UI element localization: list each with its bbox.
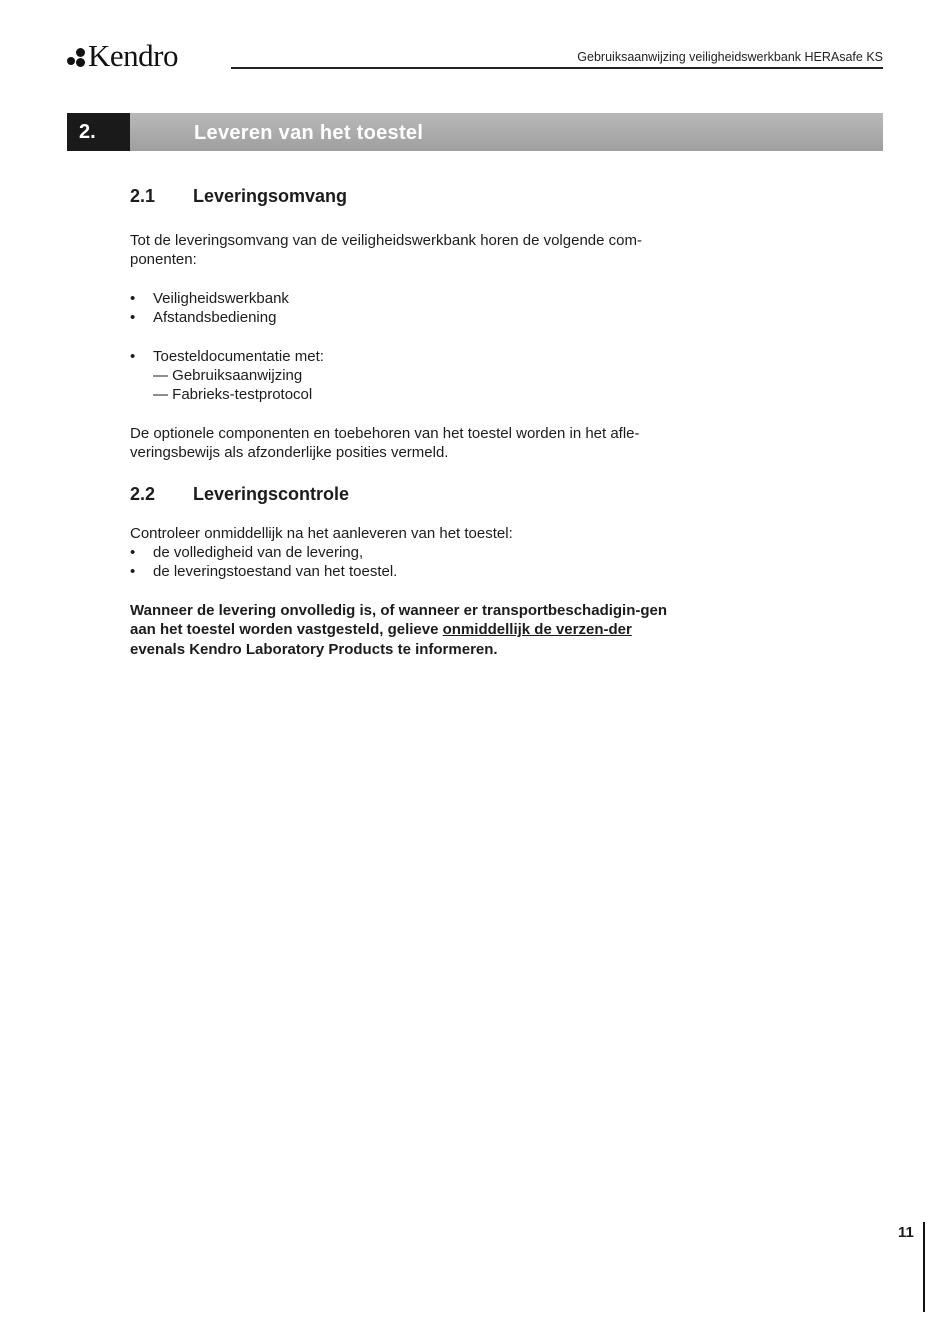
section-title: Leveringsomvang	[193, 186, 348, 206]
chapter-number: 2.	[67, 113, 130, 151]
check-list	[130, 543, 690, 582]
page-content	[130, 186, 690, 659]
section-title: Leveringscontrole	[193, 483, 350, 504]
scope-intro: Tot de leveringsomvang van de veiligheidswerkbank horen de volgende com-ponenten:	[130, 232, 642, 269]
header-divider	[231, 67, 883, 69]
document-title: Gebruiksaanwijzing veiligheidswerkbank HERAsafe KS	[577, 50, 883, 64]
section-number: 2.2	[130, 483, 156, 504]
list-item: • Toesteldocumentatie met:	[130, 347, 690, 366]
logo-dots-icon	[66, 46, 88, 68]
check-intro: Controleer onmiddellijk na het aanleveren van het toestel:	[130, 524, 513, 542]
section-heading-2-2	[130, 484, 690, 505]
page-number: 11	[898, 1224, 914, 1241]
list-item: • de leveringstoestand van het toestel.	[130, 562, 690, 581]
damage-warning	[130, 601, 690, 659]
chapter-banner	[67, 113, 883, 151]
documentation-list	[130, 347, 690, 405]
list-item: • Veiligheidswerkbank	[130, 289, 690, 308]
warning-text: Wanneer de levering onvolledig is, of wanneer er transportbeschadigin-gen aan het toestel worden vastgesteld, gelieve	[130, 601, 668, 639]
section-heading-2-1	[130, 186, 690, 207]
chapter-title: Leveren van het toestel	[194, 122, 424, 144]
warning-text: evenals Kendro Laboratory Products te informeren.	[130, 640, 498, 658]
section-number: 2.1	[130, 186, 156, 206]
warning-emphasis: onmiddellijk de verzen-der	[442, 621, 632, 639]
sub-list-item: — Gebruiksaanwijzing	[153, 367, 303, 385]
page-number-rule	[923, 1222, 925, 1312]
scope-list	[130, 289, 690, 328]
sub-list-item: — Fabrieks-testprotocol	[153, 386, 313, 404]
list-item: • de volledigheid van de levering,	[130, 543, 690, 562]
logo-text: Kendro	[88, 38, 178, 73]
list-item: • Afstandsbediening	[130, 308, 690, 327]
kendro-logo	[66, 38, 178, 74]
optional-components-note: De optionele componenten en toebehoren van het toestel worden in het afle-veringsbewijs als afzonderlijke posities vermeld.	[130, 424, 640, 462]
